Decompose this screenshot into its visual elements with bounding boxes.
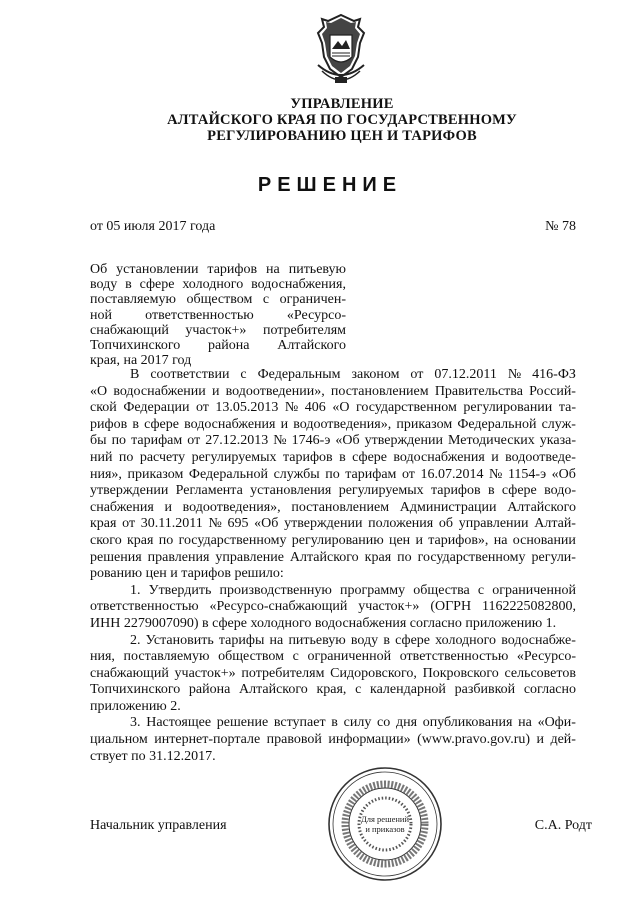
- body-line: рифов в сфере водоснабжения и водоотведения», приказом Федеральной служ-: [90, 416, 576, 432]
- body-line: ствует по 31.12.2017.: [90, 748, 216, 764]
- org-line-3: РЕГУЛИРОВАНИЮ ЦЕН И ТАРИФОВ: [207, 128, 477, 144]
- body-line: снабжения и водоотведения», постановлением Администрации Алтайского: [90, 499, 576, 515]
- document-subject: [90, 262, 346, 368]
- body-line: 2. Установить тарифы на питьевую воду в сфере холодного водоснабже-: [130, 632, 576, 648]
- subject-line: Топчихинского района Алтайского: [90, 338, 346, 354]
- body-line: циальном интернет-портале правовой информации» (www.pravo.gov.ru) и дей-: [90, 732, 576, 748]
- body-line: утверждении Регламента установления регулируемых тарифов в сфере водо-: [90, 483, 576, 499]
- subject-line: края, на 2017 год: [90, 353, 192, 369]
- subject-line: поставляемую обществом с ограничен-: [90, 292, 346, 308]
- document-type-title: РЕШЕНИЕ: [257, 174, 403, 196]
- subject-line: воду в сфере холодного водоснабжения,: [90, 277, 346, 293]
- org-line-2: АЛТАЙСКОГО КРАЯ ПО ГОСУДАРСТВЕННОМУ: [167, 112, 517, 128]
- body-line: ской Федерации от 13.05.2013 № 406 «О государственном регулировании та-: [90, 400, 576, 416]
- official-seal-icon: [325, 764, 445, 884]
- body-line: 3. Настоящее решение вступает в силу со дня опубликования на «Офи-: [130, 715, 576, 731]
- body-line: края от 30.11.2011 № 695 «Об утверждении положения об управлении Алтай-: [90, 516, 576, 532]
- body-line: ИНН 2279007090) в сфере холодного водоснабжения согласно приложению 1.: [90, 615, 557, 631]
- subject-line: снабжающий участок+» потребителям: [90, 322, 346, 338]
- document-body: [90, 367, 576, 765]
- org-line-1: УПРАВЛЕНИЕ: [290, 96, 394, 112]
- body-line: решения правления управление Алтайского края по государственному регули-: [90, 549, 576, 565]
- subject-line: ной ответственностью «Ресурсо-: [90, 307, 346, 323]
- stamp-text: Для решений: [360, 814, 410, 824]
- body-line: Топчихинского района Алтайского края, с календарной разбивкой согласно: [90, 682, 576, 698]
- body-line: ний по расчету регулируемых тарифов в сфере водоснабжения и водоотведе-: [90, 449, 576, 465]
- signatory-name: С.А. Родт: [534, 818, 592, 833]
- body-line: «О водоснабжении и водоотведении», постановлением Правительства Россий-: [90, 383, 576, 399]
- body-line: бы по тарифам от 27.12.2013 № 1746-э «Об утверждении Методических указа-: [90, 433, 576, 449]
- signatory-title: Начальник управления: [90, 818, 227, 833]
- body-line: рованию цен и тарифов решило:: [90, 566, 284, 582]
- organization-name: [130, 96, 554, 144]
- body-line: приложению 2.: [90, 698, 181, 714]
- body-line: 1. Утвердить производственную программу общества с ограниченной: [130, 582, 576, 598]
- document-number: № 78: [545, 219, 576, 234]
- body-line: В соответствии с Федеральным законом от 07.12.2011 № 416-ФЗ: [130, 367, 576, 382]
- stamp-text: и приказов: [365, 824, 405, 834]
- document-date: от 05 июля 2017 года: [90, 219, 216, 234]
- body-line: снабжающий участок+» потребителям Сидоровского, Покровского сельсоветов: [90, 665, 576, 681]
- body-line: ния, поставляемую обществом с ограниченной ответственностью «Ресурсо-: [90, 649, 576, 665]
- coat-of-arms-icon: [308, 13, 374, 89]
- body-line: ния», приказом Федеральной службы по тарифам от 16.07.2014 № 1154-э «Об: [90, 466, 576, 482]
- body-line: ответственностью «Ресурсо-снабжающий участок+» (ОГРН 1162225082800,: [90, 599, 576, 615]
- subject-line: Об установлении тарифов на питьевую: [90, 262, 346, 277]
- body-line: ского края по государственному регулированию цен и тарифов», на основании: [90, 532, 576, 548]
